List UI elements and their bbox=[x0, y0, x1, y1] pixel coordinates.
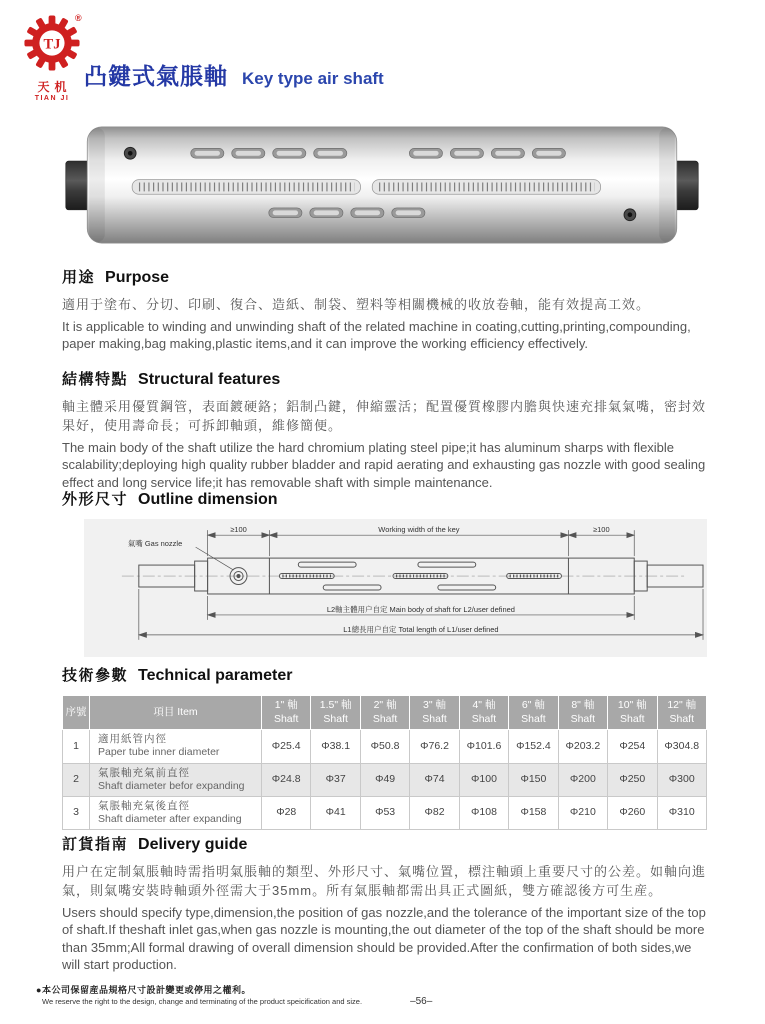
item-column-header: 項目 Item bbox=[90, 696, 262, 730]
table-row bbox=[63, 763, 707, 796]
param-cell: Φ254 bbox=[608, 730, 657, 763]
index-column-header: 序號 bbox=[63, 696, 90, 730]
param-cell: Φ108 bbox=[459, 796, 508, 829]
purpose-heading bbox=[62, 266, 707, 287]
parameters-heading bbox=[62, 664, 707, 685]
param-cell: Φ158 bbox=[509, 796, 558, 829]
page-number: –56– bbox=[410, 996, 433, 1007]
param-cell: Φ310 bbox=[657, 796, 707, 829]
param-cell: Φ76.2 bbox=[410, 730, 459, 763]
table-header-row bbox=[63, 696, 707, 730]
param-cell: Φ38.1 bbox=[311, 730, 360, 763]
param-cell: Φ203.2 bbox=[558, 730, 607, 763]
purpose-heading-en: Purpose bbox=[105, 269, 170, 286]
param-cell: Φ53 bbox=[360, 796, 409, 829]
param-cell: Φ101.6 bbox=[459, 730, 508, 763]
footer-bullet: ● bbox=[36, 985, 42, 995]
features-heading-cn: 結構特點 bbox=[62, 371, 129, 388]
delivery-heading-cn: 訂貨指南 bbox=[62, 836, 129, 853]
section-parameters bbox=[62, 664, 707, 830]
size-column-header: 2" 軸 Shaft bbox=[360, 696, 409, 730]
param-cell: Φ74 bbox=[410, 763, 459, 796]
param-cell: Φ304.8 bbox=[657, 730, 707, 763]
row-index: 3 bbox=[63, 796, 90, 829]
param-cell: Φ152.4 bbox=[509, 730, 558, 763]
param-cell: Φ28 bbox=[262, 796, 311, 829]
registered-mark: ® bbox=[75, 13, 82, 23]
param-cell: Φ210 bbox=[558, 796, 607, 829]
table-row bbox=[63, 796, 707, 829]
l2-dimension-label: L2軸主體用户自定 Main body of shaft for L2/user defined bbox=[326, 604, 515, 614]
row-index: 2 bbox=[63, 763, 90, 796]
features-heading-en: Structural features bbox=[138, 371, 281, 388]
delivery-heading-en: Delivery guide bbox=[138, 836, 248, 853]
dim-left-label: ≥100 bbox=[230, 525, 247, 535]
table-row bbox=[63, 730, 707, 763]
param-cell: Φ82 bbox=[410, 796, 459, 829]
gas-nozzle-label: 氣嘴 Gas nozzle bbox=[127, 539, 183, 549]
size-column-header: 12" 軸 Shaft bbox=[657, 696, 707, 730]
size-column-header: 3" 軸 Shaft bbox=[410, 696, 459, 730]
outline-heading-cn: 外形尺寸 bbox=[62, 491, 129, 508]
param-cell: Φ300 bbox=[657, 763, 707, 796]
delivery-heading bbox=[62, 833, 707, 854]
features-body-cn: 軸主體采用優質鋼管，表面鍍硬鉻；鋁制凸鍵，伸縮靈活；配置優質橡膠内膽與快速充排氣氣嘴，密封效果好，使用壽命長；可拆卸軸頭，維修簡便。 bbox=[62, 399, 707, 433]
page-footer bbox=[36, 983, 736, 1007]
param-cell: Φ100 bbox=[459, 763, 508, 796]
param-cell: Φ25.4 bbox=[262, 730, 311, 763]
param-cell: Φ41 bbox=[311, 796, 360, 829]
outline-drawing bbox=[84, 519, 707, 657]
row-item: 適用紙管内徑 Paper tube inner diameter bbox=[90, 730, 262, 763]
footer-note-cn: ●本公司保留産品規格尺寸設計變更或停用之權利。 bbox=[36, 985, 251, 995]
param-cell: Φ49 bbox=[360, 763, 409, 796]
section-delivery bbox=[62, 833, 707, 974]
parameters-heading-cn: 技術參數 bbox=[62, 667, 129, 684]
footer-note-en: We reserve the right to the design, change and terminating of the product speicification and size. bbox=[42, 997, 363, 1006]
l1-dimension-label: L1總長用户自定 Total length of L1/user defined bbox=[343, 624, 499, 634]
purpose-body-cn: 適用于塗布、分切、印刷、復合、造紙、制袋、塑料等相關機械的收放卷軸，能有效提高工效。 bbox=[62, 297, 651, 312]
size-column-header: 8" 軸 Shaft bbox=[558, 696, 607, 730]
gear-logo-icon bbox=[23, 14, 81, 72]
page-title-cn: 凸鍵式氣脹軸 bbox=[84, 63, 228, 89]
purpose-heading-cn: 用途 bbox=[62, 269, 96, 286]
row-index: 1 bbox=[63, 730, 90, 763]
company-logo bbox=[22, 14, 82, 102]
screw-hole bbox=[124, 147, 136, 159]
param-cell: Φ200 bbox=[558, 763, 607, 796]
outline-diagram bbox=[84, 519, 707, 657]
outline-heading bbox=[62, 488, 707, 509]
page-title bbox=[84, 58, 384, 91]
section-features bbox=[62, 368, 707, 491]
row-item: 氣脹軸充氣後直徑 Shaft diameter after expanding bbox=[90, 796, 262, 829]
brand-name-en: TIAN JI bbox=[34, 95, 70, 102]
size-column-header: 1" 軸 Shaft bbox=[262, 696, 311, 730]
screw-hole bbox=[624, 209, 636, 221]
outline-heading-en: Outline dimension bbox=[138, 491, 278, 508]
size-column-header: 4" 軸 Shaft bbox=[459, 696, 508, 730]
size-column-header: 10" 軸 Shaft bbox=[608, 696, 657, 730]
brand-name-cn: 天机 bbox=[37, 80, 72, 94]
size-column-header: 6" 軸 Shaft bbox=[509, 696, 558, 730]
param-cell: Φ250 bbox=[608, 763, 657, 796]
section-purpose bbox=[62, 266, 707, 353]
param-cell: Φ260 bbox=[608, 796, 657, 829]
page-title-en: Key type air shaft bbox=[242, 69, 384, 88]
param-cell: Φ150 bbox=[509, 763, 558, 796]
parameter-table bbox=[62, 695, 707, 830]
delivery-body-en: Users should specify type,dimension,the position of gas nozzle,and the tolerance of the important size of the top of shaft.If theshaft inlet gas,when gas nozzle is mounting,the out diameter of the top of the shaft should be more than 35mm;All formal drawing of overall dimension should be provided.After the confirmation of both sides,we will start production. bbox=[62, 904, 706, 973]
purpose-body-en: It is applicable to winding and unwinding shaft of the related machine in coating,cutting,printing,compounding, paper making,bag making,plastic items,and it can improve the working efficiency effectively. bbox=[62, 318, 691, 352]
features-body-en: The main body of the shaft utilize the hard chromium plating steel pipe;it has aluminum sharps with flexible scalability;deploying high quality rubber bladder and rapid aerating and exhausting gas nozzle with good sealing effect and long service life;it has removable shaft with simple maintenance. bbox=[62, 439, 706, 490]
section-outline bbox=[62, 488, 707, 657]
product-photo bbox=[58, 124, 706, 246]
param-cell: Φ50.8 bbox=[360, 730, 409, 763]
parameters-heading-en: Technical parameter bbox=[138, 667, 293, 684]
row-item: 氣脹軸充氣前直徑 Shaft diameter befor expanding bbox=[90, 763, 262, 796]
features-heading bbox=[62, 368, 707, 389]
logo-monogram: TJ bbox=[43, 36, 61, 53]
gas-nozzle-leader-line bbox=[196, 547, 234, 570]
air-shaft-photo-image bbox=[58, 124, 706, 246]
param-cell: Φ24.8 bbox=[262, 763, 311, 796]
dim-right-label: ≥100 bbox=[593, 525, 610, 535]
size-column-header: 1.5" 軸 Shaft bbox=[311, 696, 360, 730]
working-width-label: Working width of the key bbox=[378, 525, 460, 535]
param-cell: Φ37 bbox=[311, 763, 360, 796]
delivery-body-cn: 用户在定制氣脹軸時需指明氣脹軸的類型、外形尺寸、氣嘴位置，標注軸頭上重要尺寸的公差。如軸向進氣，則氣嘴安裝時軸頭外徑需大于35mm。所有氣脹軸都需出具正式圖紙，雙方確認後方可生産。 bbox=[62, 864, 707, 898]
